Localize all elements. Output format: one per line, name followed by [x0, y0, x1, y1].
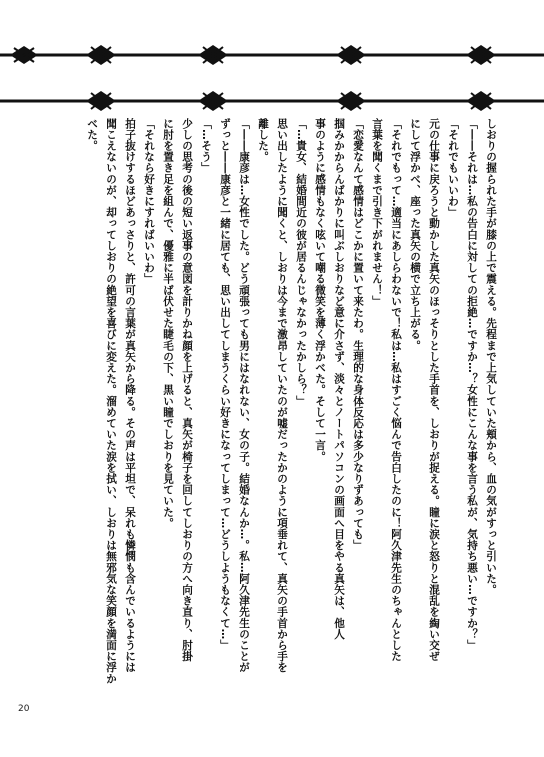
text-line: 「それでもって…適当にあしらわないで！私は…私はすごく悩んで告白したのに！阿久津先生のちゃんとした: [390, 118, 402, 662]
text-line: 「恋愛なんて感情はどこかに置いて来たわ。生理的な身体反応は多少なりずあっても」: [352, 118, 364, 551]
text-line: 思い出したように聞くと、しおりは今まで激昂していたのが嘘だったかのように項垂れて、真矢の手首から手を: [276, 118, 288, 673]
text-line: 「…貴女、結婚間近の彼が居るんじゃなかったかしら？」: [295, 118, 307, 407]
barbed-wire-bottom: [0, 86, 544, 116]
text-line: 事のように感情もなく呟いて嘲る微笑を薄く浮かべた。そして一言。: [314, 118, 326, 463]
text-line: 元の仕事に戻ろうと動かした真矢のほっそりとした手首を、しおりが捉える。瞳に涙と怒りと混乱を綯い交ぜ: [428, 118, 440, 662]
page-number: 20: [18, 704, 30, 714]
text-line: 「…そう」: [200, 118, 212, 174]
text-line: しおりの握られた手が膝の上で震える。先程まで上気していた頬から、血の気がすっと引いた。: [485, 118, 497, 596]
text-line: 「それでもいいわ」: [447, 118, 459, 218]
text-line: ずっと――康彦と一緒に居ても、思い出してしまうくらい好きになってしまって…どうしようもなくて…」: [219, 118, 231, 651]
text-line: 「――康彦は…女性でした。どう頑張っても男にはなれない、女の子。結婚なんか…。私…阿久津先生のことが: [238, 118, 250, 673]
text-line: 「それなら好きにすればいいわ」: [143, 118, 155, 285]
barbed-wire-top: [0, 40, 544, 70]
novel-body-text: [30, 118, 500, 698]
text-line: にして浮かべ、座った真矢の横で立ち上がる。: [409, 118, 421, 352]
text-line: 拍子抜けするほどあっさりと、許可の言葉が真矢から降る。その声は平坦で、呆れも憐憫も含んでいるようには: [124, 118, 136, 673]
text-line: 少しの思考の後の短い返事の意図を計りかね顔を上げると、真矢が椅子を回してしおりの方へ向き直り、肘掛: [181, 118, 193, 662]
text-line: 「――それは…私の告白に対しての拒絶…ですか…？女性にこんな事を言う私が、気持ち悪い…ですか？」: [466, 118, 478, 651]
text-line: 言葉を聞くまで引き下がれません！」: [371, 118, 383, 307]
text-line: 聞こえないのが、却ってしおりの絶望を喜びに変えた。溜めていた涙を拭い、しおりは無邪気な笑顔を満面に浮か: [105, 118, 117, 685]
text-line: 掴みかからんばかりに叫ぶしおりなど意に介さず、淡々とノートパソコンの画面へ目をやる真矢は、他人: [333, 118, 345, 640]
text-line: べた。: [86, 118, 98, 152]
text-line: に肘を置き足を組んで、優雅に半ば伏せた睫毛の下、黒い瞳でしおりを見ていた。: [162, 118, 174, 529]
text-line: 離した。: [257, 118, 269, 163]
